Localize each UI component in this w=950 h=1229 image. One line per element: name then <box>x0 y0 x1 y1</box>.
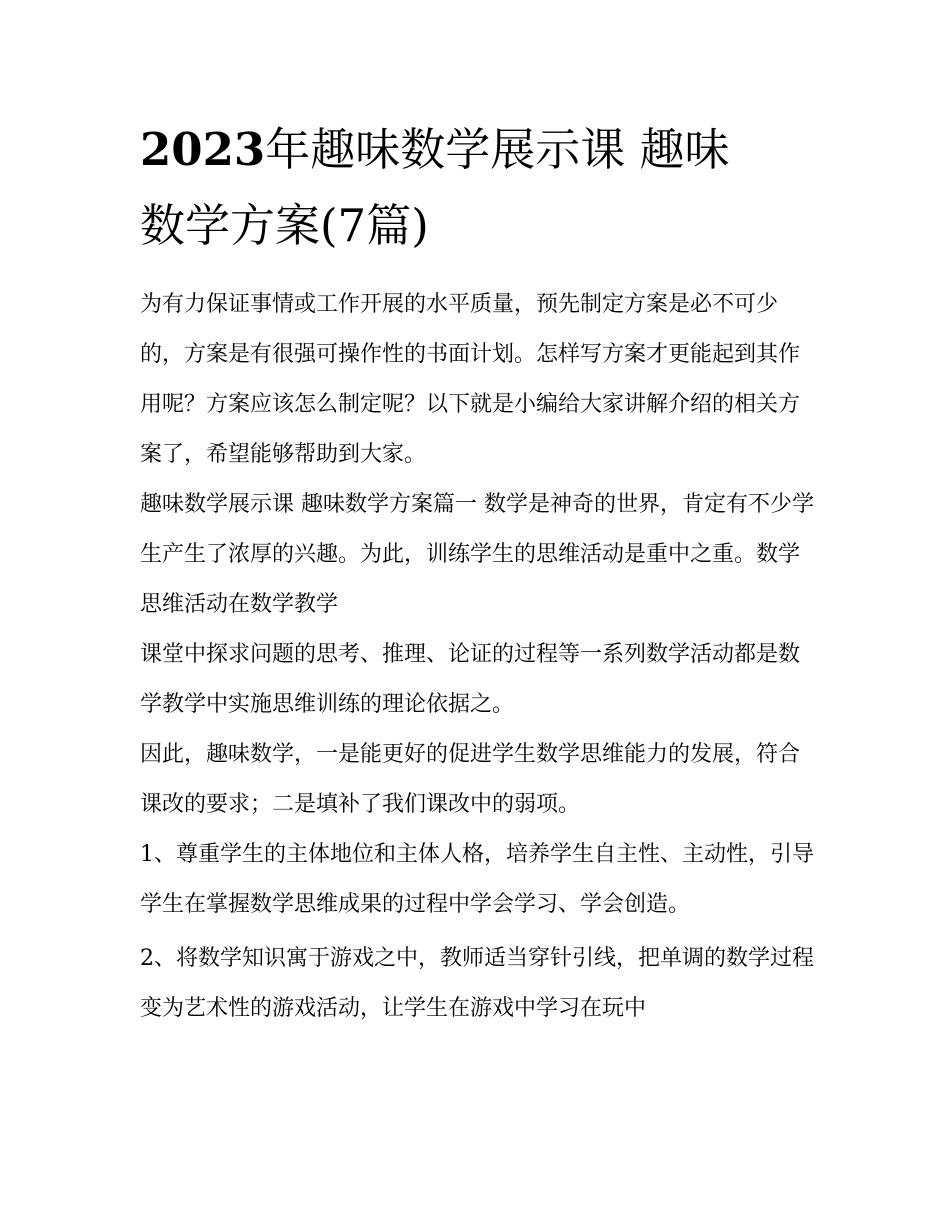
paragraph-classroom: 课堂中探求问题的思考、推理、论证的过程等一系列数学活动都是数学教学中实施思维训练的理论依据之。 <box>140 642 801 717</box>
title-line2-end: 篇) <box>366 199 429 252</box>
document-title <box>140 112 820 264</box>
paragraph-point2: 2、将数学知识寓于游戏之中，教师适当穿针引线，把单调的数学过程变为艺术性的游戏活动，让学生在游戏中学习在玩中 <box>140 946 814 1021</box>
paragraph-intro: 为有力保证事情或工作开展的水平质量，预先制定方案是必不可少的，方案是有很强可操作性的书面计划。怎样写方案才更能起到其作用呢？方案应该怎么制定呢？以下就是小编给大家讲解介绍的相关方案了，希望能够帮助到大家。 <box>140 292 801 467</box>
paragraph-point1: 1、尊重学生的主体地位和主体人格，培养学生自主性、主动性，引导学生在掌握数学思维成果的过程中学会学习、学会创造。 <box>140 842 814 917</box>
title-year: 2023 <box>140 123 266 176</box>
document-page <box>140 112 820 1034</box>
paragraph-section1: 趣味数学展示课 趣味数学方案篇一 数学是神奇的世界，肯定有不少学生产生了浓厚的兴趣。为此，训练学生的思维活动是重中之重。数学思维活动在数学教学 <box>140 492 814 617</box>
title-line2: 数学方案(7 <box>140 199 367 252</box>
title-line1: 年趣味数学展示课 趣味 <box>265 123 730 176</box>
paragraph-therefore: 因此，趣味数学，一是能更好的促进学生数学思维能力的发展，符合课改的要求；二是填补了我们课改中的弱项。 <box>140 742 801 817</box>
